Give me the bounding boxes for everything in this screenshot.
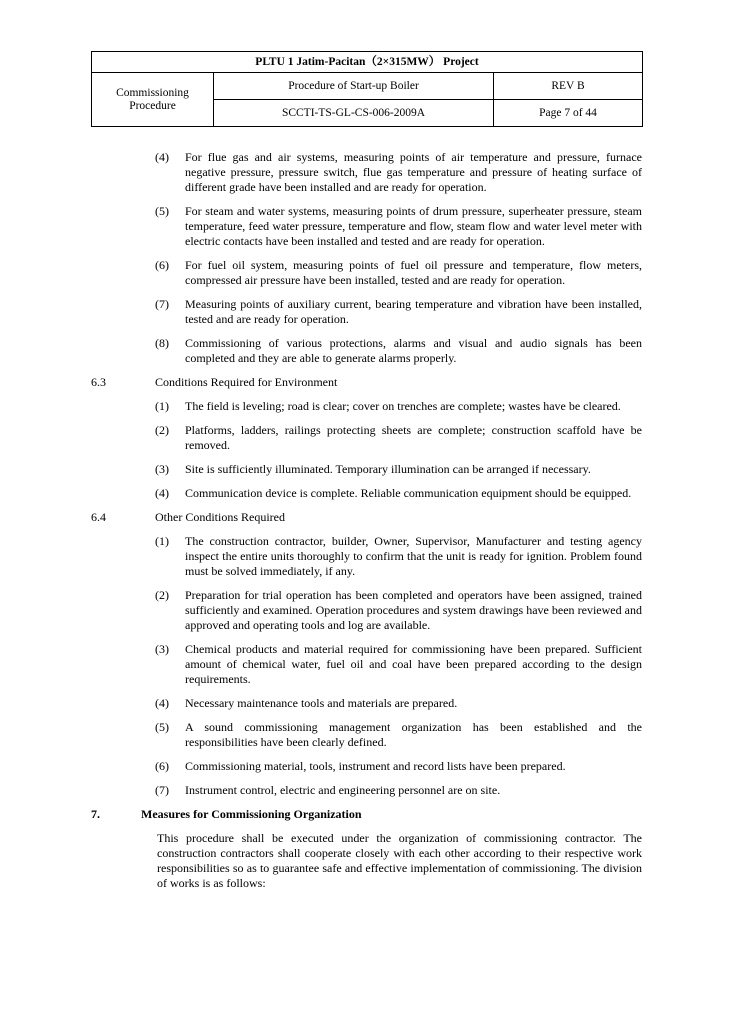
section-title: Conditions Required for Environment (155, 375, 338, 389)
item-text: Instrument control, electric and engineering personnel are on site. (185, 783, 501, 797)
list-item (0, 204, 729, 249)
body-content (0, 150, 729, 891)
list-item (0, 336, 729, 366)
item-number: (2) (155, 588, 169, 602)
item-text: Commissioning material, tools, instrument and record lists have been prepared. (185, 759, 566, 773)
item-text: A sound commissioning management organization has been established and the responsibilities have been clearly defined. (185, 720, 642, 749)
doc-number: SCCTI-TS-GL-CS-006-2009A (214, 100, 494, 127)
list-item (0, 423, 729, 453)
list-item (0, 462, 729, 477)
paragraph: This procedure shall be executed under the organization of commissioning contractor. The construction contractors shall cooperate closely with each other according to their respective work responsibilities so as to guarantee safe and effective implementation of commissioning. The division of works is as follows: (157, 831, 642, 890)
item-number: (3) (155, 642, 169, 656)
list-item (0, 534, 729, 579)
doc-title: Procedure of Start-up Boiler (214, 73, 494, 100)
revision: REV B (494, 73, 643, 100)
item-text: Measuring points of auxiliary current, bearing temperature and vibration have been installed, tested and are ready for operation. (185, 297, 642, 326)
item-number: (1) (155, 399, 169, 413)
item-number: (5) (155, 720, 169, 734)
list-item (0, 642, 729, 687)
item-number: (4) (155, 150, 169, 164)
page-number: Page 7 of 44 (494, 100, 643, 127)
section-title: Other Conditions Required (155, 510, 285, 524)
section-number: 6.3 (91, 375, 106, 389)
list-item (0, 486, 729, 501)
section-heading (0, 510, 729, 525)
section-number: 6.4 (91, 510, 106, 524)
item-number: (8) (155, 336, 169, 350)
item-text: The field is leveling; road is clear; cover on trenches are complete; wastes have be cleared. (185, 399, 621, 413)
item-number: (4) (155, 696, 169, 710)
list-item (0, 297, 729, 327)
item-text: Commissioning of various protections, alarms and visual and audio signals has been completed and they are able to generate alarms properly. (185, 336, 642, 365)
item-text: The construction contractor, builder, Owner, Supervisor, Manufacturer and testing agency inspect the entire units thoroughly to confirm that the unit is ready for ignition. Problem found must be solved immediately, if any. (185, 534, 642, 578)
item-number: (7) (155, 297, 169, 311)
item-text: For flue gas and air systems, measuring points of air temperature and pressure, furnace negative pressure, pressure switch, flue gas temperature and pressure of heating surface of different grade have been installed and are ready for operation. (185, 150, 642, 194)
item-number: (6) (155, 759, 169, 773)
item-text: Communication device is complete. Reliable communication equipment should be equipped. (185, 486, 632, 500)
section-heading (0, 375, 729, 390)
list-item (0, 399, 729, 414)
item-text: Chemical products and material required for commissioning have been prepared. Sufficient amount of chemical water, fuel oil and coal have been prepared according to the design requirements. (185, 642, 642, 686)
header-table (91, 51, 643, 127)
list-item (0, 258, 729, 288)
item-number: (1) (155, 534, 169, 548)
section-heading (0, 807, 729, 822)
item-number: (4) (155, 486, 169, 500)
item-number: (3) (155, 462, 169, 476)
item-text: For fuel oil system, measuring points of fuel oil pressure and temperature, flow meters, compressed air pressure have been installed, tested and are ready for operation. (185, 258, 642, 287)
item-text: Site is sufficiently illuminated. Temporary illumination can be arranged if necessary. (185, 462, 591, 476)
project-title: PLTU 1 Jatim-Pacitan（2×315MW） Project (92, 52, 643, 73)
item-text: Necessary maintenance tools and materials are prepared. (185, 696, 458, 710)
list-item (0, 759, 729, 774)
list-item (0, 150, 729, 195)
section-number: 7. (91, 807, 100, 821)
item-text: Platforms, ladders, railings protecting sheets are complete; construction scaffold have be removed. (185, 423, 642, 452)
item-number: (7) (155, 783, 169, 797)
list-item (0, 720, 729, 750)
item-number: (6) (155, 258, 169, 272)
item-number: (5) (155, 204, 169, 218)
list-item (0, 696, 729, 711)
section-title: Measures for Commissioning Organization (141, 807, 362, 821)
list-item (0, 783, 729, 798)
commissioning-procedure-label: Commissioning Procedure (92, 73, 214, 127)
list-item (0, 588, 729, 633)
item-number: (2) (155, 423, 169, 437)
item-text: For steam and water systems, measuring points of drum pressure, superheater pressure, steam temperature, feed water pressure, temperature and flow, steam flow and water level meter with electric contacts have been installed and tested and are ready for operation. (185, 204, 642, 248)
item-text: Preparation for trial operation has been completed and operators have been assigned, trained sufficiently and examined. Operation procedures and system drawings have been reviewed and approved and operating tools and log are available. (185, 588, 642, 632)
